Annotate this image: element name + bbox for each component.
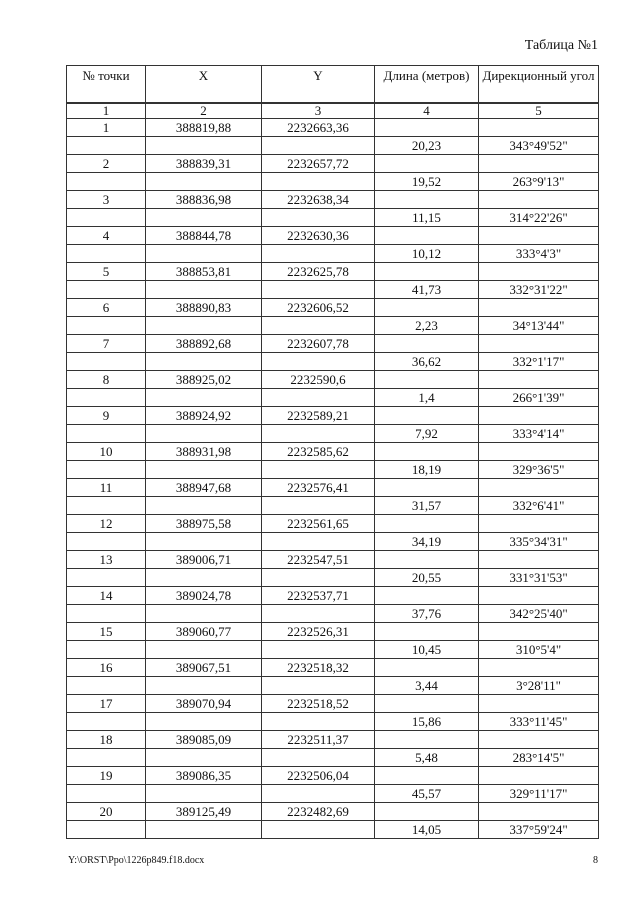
point-row: [67, 407, 599, 425]
segment-row: [67, 749, 599, 767]
empty-cell: [375, 803, 479, 821]
segment-angle: 337°59'24": [479, 821, 599, 839]
point-y: 2232511,37: [262, 731, 375, 749]
point-y: 2232606,52: [262, 299, 375, 317]
point-row: [67, 731, 599, 749]
empty-cell: [146, 713, 262, 731]
empty-cell: [479, 767, 599, 785]
point-y: 2232526,31: [262, 623, 375, 641]
point-row: [67, 767, 599, 785]
empty-cell: [479, 371, 599, 389]
segment-angle: 333°4'3": [479, 245, 599, 263]
segment-row: [67, 353, 599, 371]
empty-cell: [479, 443, 599, 461]
point-number: 9: [67, 407, 146, 425]
segment-length: 3,44: [375, 677, 479, 695]
empty-cell: [67, 461, 146, 479]
segment-row: [67, 785, 599, 803]
empty-cell: [375, 515, 479, 533]
segment-angle: 314°22'26": [479, 209, 599, 227]
empty-cell: [262, 605, 375, 623]
point-y: 2232625,78: [262, 263, 375, 281]
point-y: 2232590,6: [262, 371, 375, 389]
column-number-row: [67, 103, 599, 119]
point-number: 13: [67, 551, 146, 569]
point-number: 3: [67, 191, 146, 209]
segment-row: [67, 569, 599, 587]
point-x: 389086,35: [146, 767, 262, 785]
segment-angle: 332°1'17": [479, 353, 599, 371]
point-number: 10: [67, 443, 146, 461]
point-x: 388844,78: [146, 227, 262, 245]
empty-cell: [146, 281, 262, 299]
segment-length: 36,62: [375, 353, 479, 371]
point-number: 7: [67, 335, 146, 353]
segment-row: [67, 821, 599, 839]
empty-cell: [375, 407, 479, 425]
empty-cell: [146, 137, 262, 155]
point-row: [67, 299, 599, 317]
header-length: Длина (метров): [375, 66, 479, 104]
footer-page-number: 8: [593, 855, 598, 866]
point-y: 2232518,52: [262, 695, 375, 713]
empty-cell: [375, 551, 479, 569]
empty-cell: [67, 749, 146, 767]
empty-cell: [479, 479, 599, 497]
empty-cell: [67, 569, 146, 587]
segment-row: [67, 389, 599, 407]
point-row: [67, 263, 599, 281]
segment-row: [67, 641, 599, 659]
point-row: [67, 191, 599, 209]
segment-angle: 335°34'31": [479, 533, 599, 551]
column-number: 4: [375, 103, 479, 119]
point-x: 389060,77: [146, 623, 262, 641]
point-row: [67, 551, 599, 569]
empty-cell: [375, 623, 479, 641]
point-y: 2232630,36: [262, 227, 375, 245]
empty-cell: [67, 173, 146, 191]
segment-row: [67, 209, 599, 227]
empty-cell: [67, 281, 146, 299]
empty-cell: [146, 569, 262, 587]
empty-cell: [146, 353, 262, 371]
point-row: [67, 515, 599, 533]
empty-cell: [262, 749, 375, 767]
segment-length: 20,55: [375, 569, 479, 587]
column-number: 1: [67, 103, 146, 119]
empty-cell: [146, 533, 262, 551]
empty-cell: [67, 533, 146, 551]
empty-cell: [262, 677, 375, 695]
segment-row: [67, 497, 599, 515]
point-number: 14: [67, 587, 146, 605]
point-x: 388819,88: [146, 119, 262, 137]
segment-length: 37,76: [375, 605, 479, 623]
segment-row: [67, 605, 599, 623]
point-y: 2232589,21: [262, 407, 375, 425]
point-y: 2232607,78: [262, 335, 375, 353]
point-x: 388924,92: [146, 407, 262, 425]
segment-length: 20,23: [375, 137, 479, 155]
segment-angle: 266°1'39": [479, 389, 599, 407]
point-x: 389024,78: [146, 587, 262, 605]
segment-row: [67, 245, 599, 263]
segment-row: [67, 281, 599, 299]
point-y: 2232657,72: [262, 155, 375, 173]
segment-length: 7,92: [375, 425, 479, 443]
point-x: 388925,02: [146, 371, 262, 389]
point-x: 388853,81: [146, 263, 262, 281]
segment-length: 10,45: [375, 641, 479, 659]
segment-length: 45,57: [375, 785, 479, 803]
point-x: 388947,68: [146, 479, 262, 497]
column-number: 3: [262, 103, 375, 119]
empty-cell: [375, 767, 479, 785]
segment-angle: 333°4'14": [479, 425, 599, 443]
empty-cell: [479, 803, 599, 821]
empty-cell: [67, 245, 146, 263]
point-y: 2232506,04: [262, 767, 375, 785]
empty-cell: [262, 281, 375, 299]
point-x: 389085,09: [146, 731, 262, 749]
point-y: 2232482,69: [262, 803, 375, 821]
point-y: 2232537,71: [262, 587, 375, 605]
segment-angle: 332°31'22": [479, 281, 599, 299]
empty-cell: [375, 587, 479, 605]
point-row: [67, 335, 599, 353]
point-number: 15: [67, 623, 146, 641]
empty-cell: [479, 515, 599, 533]
empty-cell: [67, 425, 146, 443]
empty-cell: [375, 119, 479, 137]
point-number: 16: [67, 659, 146, 677]
empty-cell: [262, 245, 375, 263]
segment-length: 31,57: [375, 497, 479, 515]
empty-cell: [67, 821, 146, 839]
point-x: 389070,94: [146, 695, 262, 713]
point-row: [67, 623, 599, 641]
empty-cell: [67, 317, 146, 335]
point-y: 2232663,36: [262, 119, 375, 137]
segment-length: 18,19: [375, 461, 479, 479]
point-y: 2232585,62: [262, 443, 375, 461]
empty-cell: [146, 821, 262, 839]
empty-cell: [479, 263, 599, 281]
empty-cell: [262, 641, 375, 659]
point-row: [67, 695, 599, 713]
point-y: 2232561,65: [262, 515, 375, 533]
empty-cell: [375, 659, 479, 677]
empty-cell: [146, 245, 262, 263]
empty-cell: [262, 353, 375, 371]
column-number: 2: [146, 103, 262, 119]
empty-cell: [67, 641, 146, 659]
footer-file-path: Y:\ORST\Ppo\1226p849.f18.docx: [68, 855, 205, 866]
empty-cell: [146, 317, 262, 335]
segment-row: [67, 173, 599, 191]
empty-cell: [479, 119, 599, 137]
empty-cell: [67, 353, 146, 371]
point-number: 1: [67, 119, 146, 137]
point-row: [67, 119, 599, 137]
segment-length: 14,05: [375, 821, 479, 839]
empty-cell: [479, 191, 599, 209]
empty-cell: [262, 317, 375, 335]
column-number: 5: [479, 103, 599, 119]
empty-cell: [146, 209, 262, 227]
empty-cell: [375, 263, 479, 281]
point-x: 389067,51: [146, 659, 262, 677]
segment-angle: 329°36'5": [479, 461, 599, 479]
empty-cell: [146, 641, 262, 659]
empty-cell: [262, 821, 375, 839]
segment-angle: 333°11'45": [479, 713, 599, 731]
empty-cell: [479, 299, 599, 317]
empty-cell: [67, 785, 146, 803]
empty-cell: [262, 713, 375, 731]
segment-length: 2,23: [375, 317, 479, 335]
point-number: 2: [67, 155, 146, 173]
table-body: [67, 119, 599, 839]
empty-cell: [146, 677, 262, 695]
point-number: 12: [67, 515, 146, 533]
point-row: [67, 443, 599, 461]
point-x: 389006,71: [146, 551, 262, 569]
segment-row: [67, 137, 599, 155]
empty-cell: [375, 191, 479, 209]
coordinates-table: [66, 65, 599, 839]
empty-cell: [67, 677, 146, 695]
empty-cell: [262, 173, 375, 191]
point-number: 18: [67, 731, 146, 749]
segment-length: 34,19: [375, 533, 479, 551]
segment-angle: 263°9'13": [479, 173, 599, 191]
point-number: 19: [67, 767, 146, 785]
empty-cell: [262, 389, 375, 407]
empty-cell: [146, 389, 262, 407]
segment-angle: 342°25'40": [479, 605, 599, 623]
empty-cell: [375, 335, 479, 353]
point-row: [67, 659, 599, 677]
empty-cell: [146, 425, 262, 443]
empty-cell: [479, 659, 599, 677]
point-number: 8: [67, 371, 146, 389]
empty-cell: [479, 335, 599, 353]
empty-cell: [262, 785, 375, 803]
segment-row: [67, 317, 599, 335]
segment-angle: 310°5'4": [479, 641, 599, 659]
empty-cell: [262, 533, 375, 551]
point-y: 2232518,32: [262, 659, 375, 677]
header-x: X: [146, 66, 262, 104]
empty-cell: [375, 371, 479, 389]
point-number: 5: [67, 263, 146, 281]
empty-cell: [479, 587, 599, 605]
empty-cell: [262, 461, 375, 479]
header-y: Y: [262, 66, 375, 104]
segment-length: 19,52: [375, 173, 479, 191]
header-row: [67, 66, 599, 104]
empty-cell: [67, 209, 146, 227]
empty-cell: [375, 695, 479, 713]
segment-length: 15,86: [375, 713, 479, 731]
point-row: [67, 371, 599, 389]
point-number: 20: [67, 803, 146, 821]
empty-cell: [375, 443, 479, 461]
segment-angle: 283°14'5": [479, 749, 599, 767]
point-y: 2232576,41: [262, 479, 375, 497]
point-row: [67, 587, 599, 605]
segment-angle: 34°13'44": [479, 317, 599, 335]
point-x: 388839,31: [146, 155, 262, 173]
empty-cell: [262, 209, 375, 227]
empty-cell: [479, 623, 599, 641]
header-point: № точки: [67, 66, 146, 104]
empty-cell: [375, 227, 479, 245]
empty-cell: [479, 227, 599, 245]
segment-row: [67, 425, 599, 443]
point-row: [67, 479, 599, 497]
empty-cell: [262, 425, 375, 443]
point-x: 388836,98: [146, 191, 262, 209]
point-y: 2232547,51: [262, 551, 375, 569]
point-x: 388892,68: [146, 335, 262, 353]
empty-cell: [146, 173, 262, 191]
empty-cell: [67, 389, 146, 407]
empty-cell: [375, 299, 479, 317]
empty-cell: [146, 497, 262, 515]
empty-cell: [479, 731, 599, 749]
segment-angle: 331°31'53": [479, 569, 599, 587]
point-number: 17: [67, 695, 146, 713]
empty-cell: [67, 137, 146, 155]
empty-cell: [479, 155, 599, 173]
empty-cell: [479, 551, 599, 569]
point-number: 4: [67, 227, 146, 245]
point-x: 388975,58: [146, 515, 262, 533]
empty-cell: [375, 479, 479, 497]
segment-angle: 329°11'17": [479, 785, 599, 803]
point-x: 389125,49: [146, 803, 262, 821]
point-y: 2232638,34: [262, 191, 375, 209]
empty-cell: [67, 713, 146, 731]
segment-length: 5,48: [375, 749, 479, 767]
segment-length: 1,4: [375, 389, 479, 407]
header-angle: Дирекционный угол: [479, 66, 599, 104]
point-row: [67, 155, 599, 173]
empty-cell: [67, 605, 146, 623]
segment-angle: 343°49'52": [479, 137, 599, 155]
segment-row: [67, 677, 599, 695]
empty-cell: [146, 461, 262, 479]
point-number: 6: [67, 299, 146, 317]
point-number: 11: [67, 479, 146, 497]
empty-cell: [146, 785, 262, 803]
segment-length: 11,15: [375, 209, 479, 227]
empty-cell: [262, 137, 375, 155]
empty-cell: [146, 749, 262, 767]
table-title: Таблица №1: [524, 38, 598, 53]
empty-cell: [146, 605, 262, 623]
segment-row: [67, 461, 599, 479]
segment-angle: 332°6'41": [479, 497, 599, 515]
point-x: 388931,98: [146, 443, 262, 461]
segment-angle: 3°28'11": [479, 677, 599, 695]
segment-length: 41,73: [375, 281, 479, 299]
empty-cell: [479, 695, 599, 713]
point-x: 388890,83: [146, 299, 262, 317]
empty-cell: [375, 155, 479, 173]
segment-row: [67, 533, 599, 551]
empty-cell: [262, 569, 375, 587]
point-row: [67, 803, 599, 821]
segment-row: [67, 713, 599, 731]
empty-cell: [375, 731, 479, 749]
segment-length: 10,12: [375, 245, 479, 263]
point-row: [67, 227, 599, 245]
empty-cell: [262, 497, 375, 515]
empty-cell: [67, 497, 146, 515]
empty-cell: [479, 407, 599, 425]
